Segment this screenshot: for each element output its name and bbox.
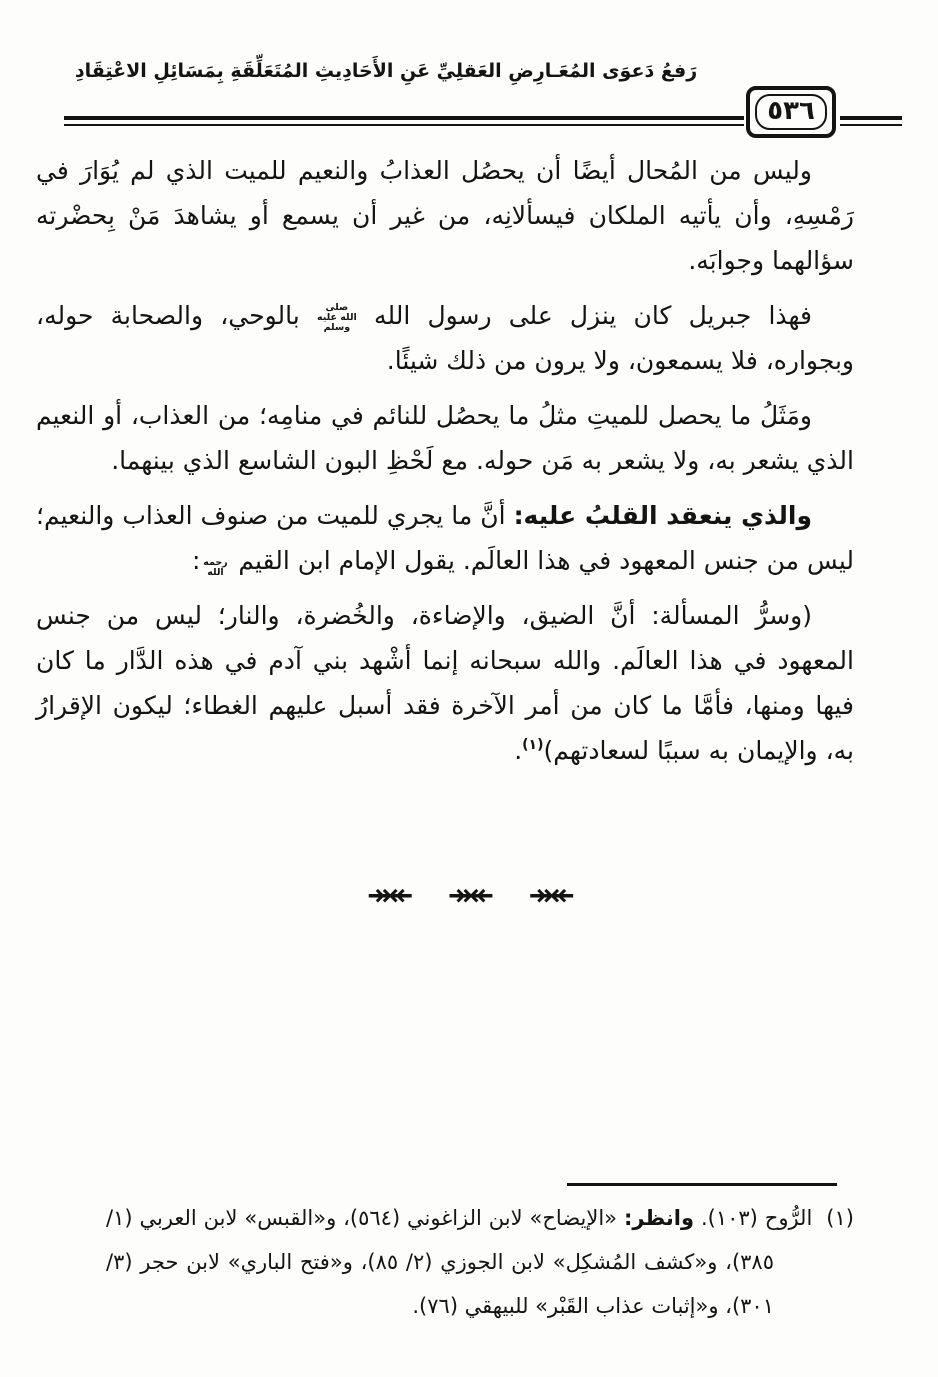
- header-rule-left: [64, 116, 744, 126]
- paragraph-2: [36, 293, 854, 383]
- footnote-see-label: وانظر:: [623, 1206, 695, 1230]
- paragraph-4-bold-lead: والذي ينعقد القلبُ عليه:: [513, 501, 812, 530]
- page-number-badge: [746, 86, 836, 138]
- divider-ornament-icon: ↠↞: [528, 878, 571, 913]
- footnote-number: (١): [826, 1206, 854, 1230]
- footnote-reference-mark: (١): [522, 737, 544, 753]
- paragraph-4-colon: :: [191, 546, 201, 575]
- running-title: رَفعُ دَعوَى المُعَـارِضِ العَقلِيِّ عَنِ الأَحَادِيثِ المُتَعَلِّقَةِ بِمَسَائِلِ الاعْتِقَادِ: [74, 60, 698, 82]
- footnote-block: [106, 1196, 854, 1328]
- body-text: [36, 148, 854, 783]
- paragraph-5-text: (وسرُّ المسألة: أنَّ الضيق، والإضاءة، والخُضرة، والنار؛ ليس من جنس المعهود في هذا العالَم. والله سبحانه إنما أشْهد بني آدم في هذه الدَّار ما كان فيها ومنها، فأمَّا ما كان من أمر الآخرة فقد أسبل عليهم الغطاء؛ ليكون الإقرارُ به، والإيمان به سببًا لسعادتهم): [36, 601, 854, 765]
- paragraph-5-end: .: [514, 736, 523, 765]
- paragraph-3-text: ومَثَلُ ما يحصل للميتِ مثلُ ما يحصُل للنائم في منامِه؛ من العذاب، أو النعيم الذي يشعر به، ولا يشعر به مَن حوله. مع لَحْظِ البون الشاسع الذي بينهما.: [36, 401, 854, 475]
- paragraph-5-quote: [36, 593, 854, 773]
- page-number: ٥٣٦: [767, 95, 815, 126]
- footnote-text-1: الرُّوح (١٠٣).: [700, 1206, 813, 1230]
- footnote-text-2: «الإيضاح» لابن الزاغوني (٥٦٤)، و«القبس» لابن العربي (١/ ٣٨٥)، و«كشف المُشكِل» لابن الجوزي (٢/ ٨٥)، و«فتح الباري» لابن حجر (٣/ ٣٠١)، و«إثبات عذاب القَبْر» للبيهقي (٧٦).: [106, 1206, 774, 1318]
- divider-ornament-icon: ↠↞: [447, 878, 491, 913]
- paragraph-4: [36, 493, 854, 583]
- header-rule-right: [840, 116, 902, 126]
- honorific-rahimahullah: رحمه الله: [203, 557, 228, 578]
- honorific-salla-allahu-alayhi-wasallam: صلى الله عليه وسلم: [316, 302, 357, 333]
- paragraph-4-text: أنَّ ما يجري للميت من صنوف العذاب والنعيم؛ ليس من جنس المعهود في هذا العالَم. يقول الإمام ابن القيم: [36, 501, 854, 575]
- divider-ornament-icon: ↠↞: [367, 878, 410, 913]
- page-number-frame: [755, 94, 827, 130]
- paragraph-1: [36, 148, 854, 283]
- footnote-separator-line: [567, 1183, 837, 1186]
- paragraph-2-text-after: بالوحي، والصحابة حوله، وبجواره، فلا يسمعون، ولا يرون من ذلك شيئًا.: [36, 301, 854, 375]
- paragraph-1-text: وليس من المُحال أيضًا أن يحصُل العذابُ والنعيم للميت الذي لم يُوَارَ في رَمْسِهِ، وأن يأتيه الملكان فيسألانِه، من غير أن يسمع أو يشاهدَ مَنْ بِحضْرته سؤالهما وجوابَه.: [36, 156, 854, 275]
- section-divider: [0, 876, 938, 916]
- paragraph-3: [36, 393, 854, 483]
- paragraph-2-text: فهذا جبريل كان ينزل على رسول الله: [374, 301, 812, 330]
